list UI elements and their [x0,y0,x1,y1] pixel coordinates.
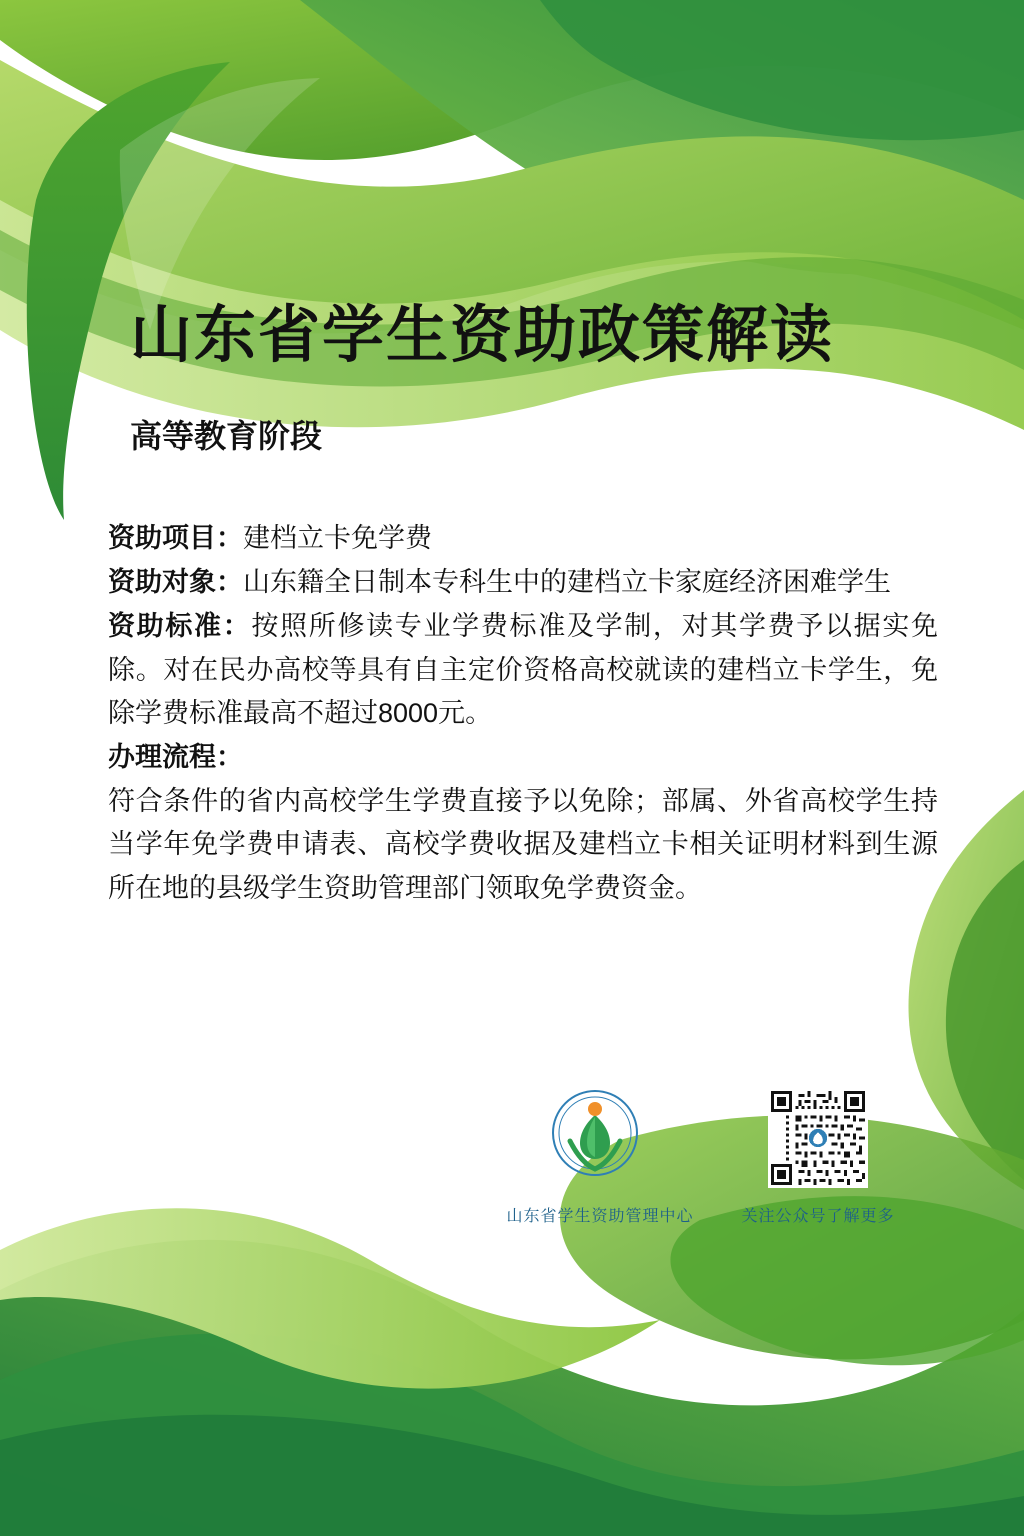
policy-sections [108,517,938,911]
section-standard-label: 资助标准： [108,610,252,641]
qr-caption: 关注公众号了解更多 [741,1208,895,1225]
poster-content [108,300,938,911]
section-target [108,561,938,605]
logo-caption: 山东省学生资助管理中心 [506,1208,694,1225]
section-standard-text: 按照所修读专业学费标准及学制，对其学费予以据实免除。对在民办高校等具有自主定价资格高校就读的建档立卡学生，免除学费标准最高不超过8000元。 [108,610,939,729]
section-process-text: 符合条件的省内高校学生学费直接予以免除；部属、外省高校学生持当学年免学费申请表、高校学费收据及建档立卡相关证明材料到生源所在地的县级学生资助管理部门领取免学费资金。 [108,785,938,904]
section-target-label: 资助对象： [108,567,243,598]
section-project-label: 资助项目： [108,523,243,554]
section-process-label: 办理流程： [108,741,243,772]
page-subtitle: 高等教育阶段 [130,418,323,455]
qr-code-icon [768,1088,868,1188]
poster-footer [500,1085,940,1245]
section-project [108,517,938,561]
student-aid-emblem-icon [540,1085,650,1185]
section-standard [108,605,938,736]
section-project-text: 建档立卡免学费 [243,523,432,554]
page-title: 山东省学生资助政策解读 [130,301,835,370]
section-target-text: 山东籍全日制本专科生中的建档立卡家庭经济困难学生 [243,567,891,598]
